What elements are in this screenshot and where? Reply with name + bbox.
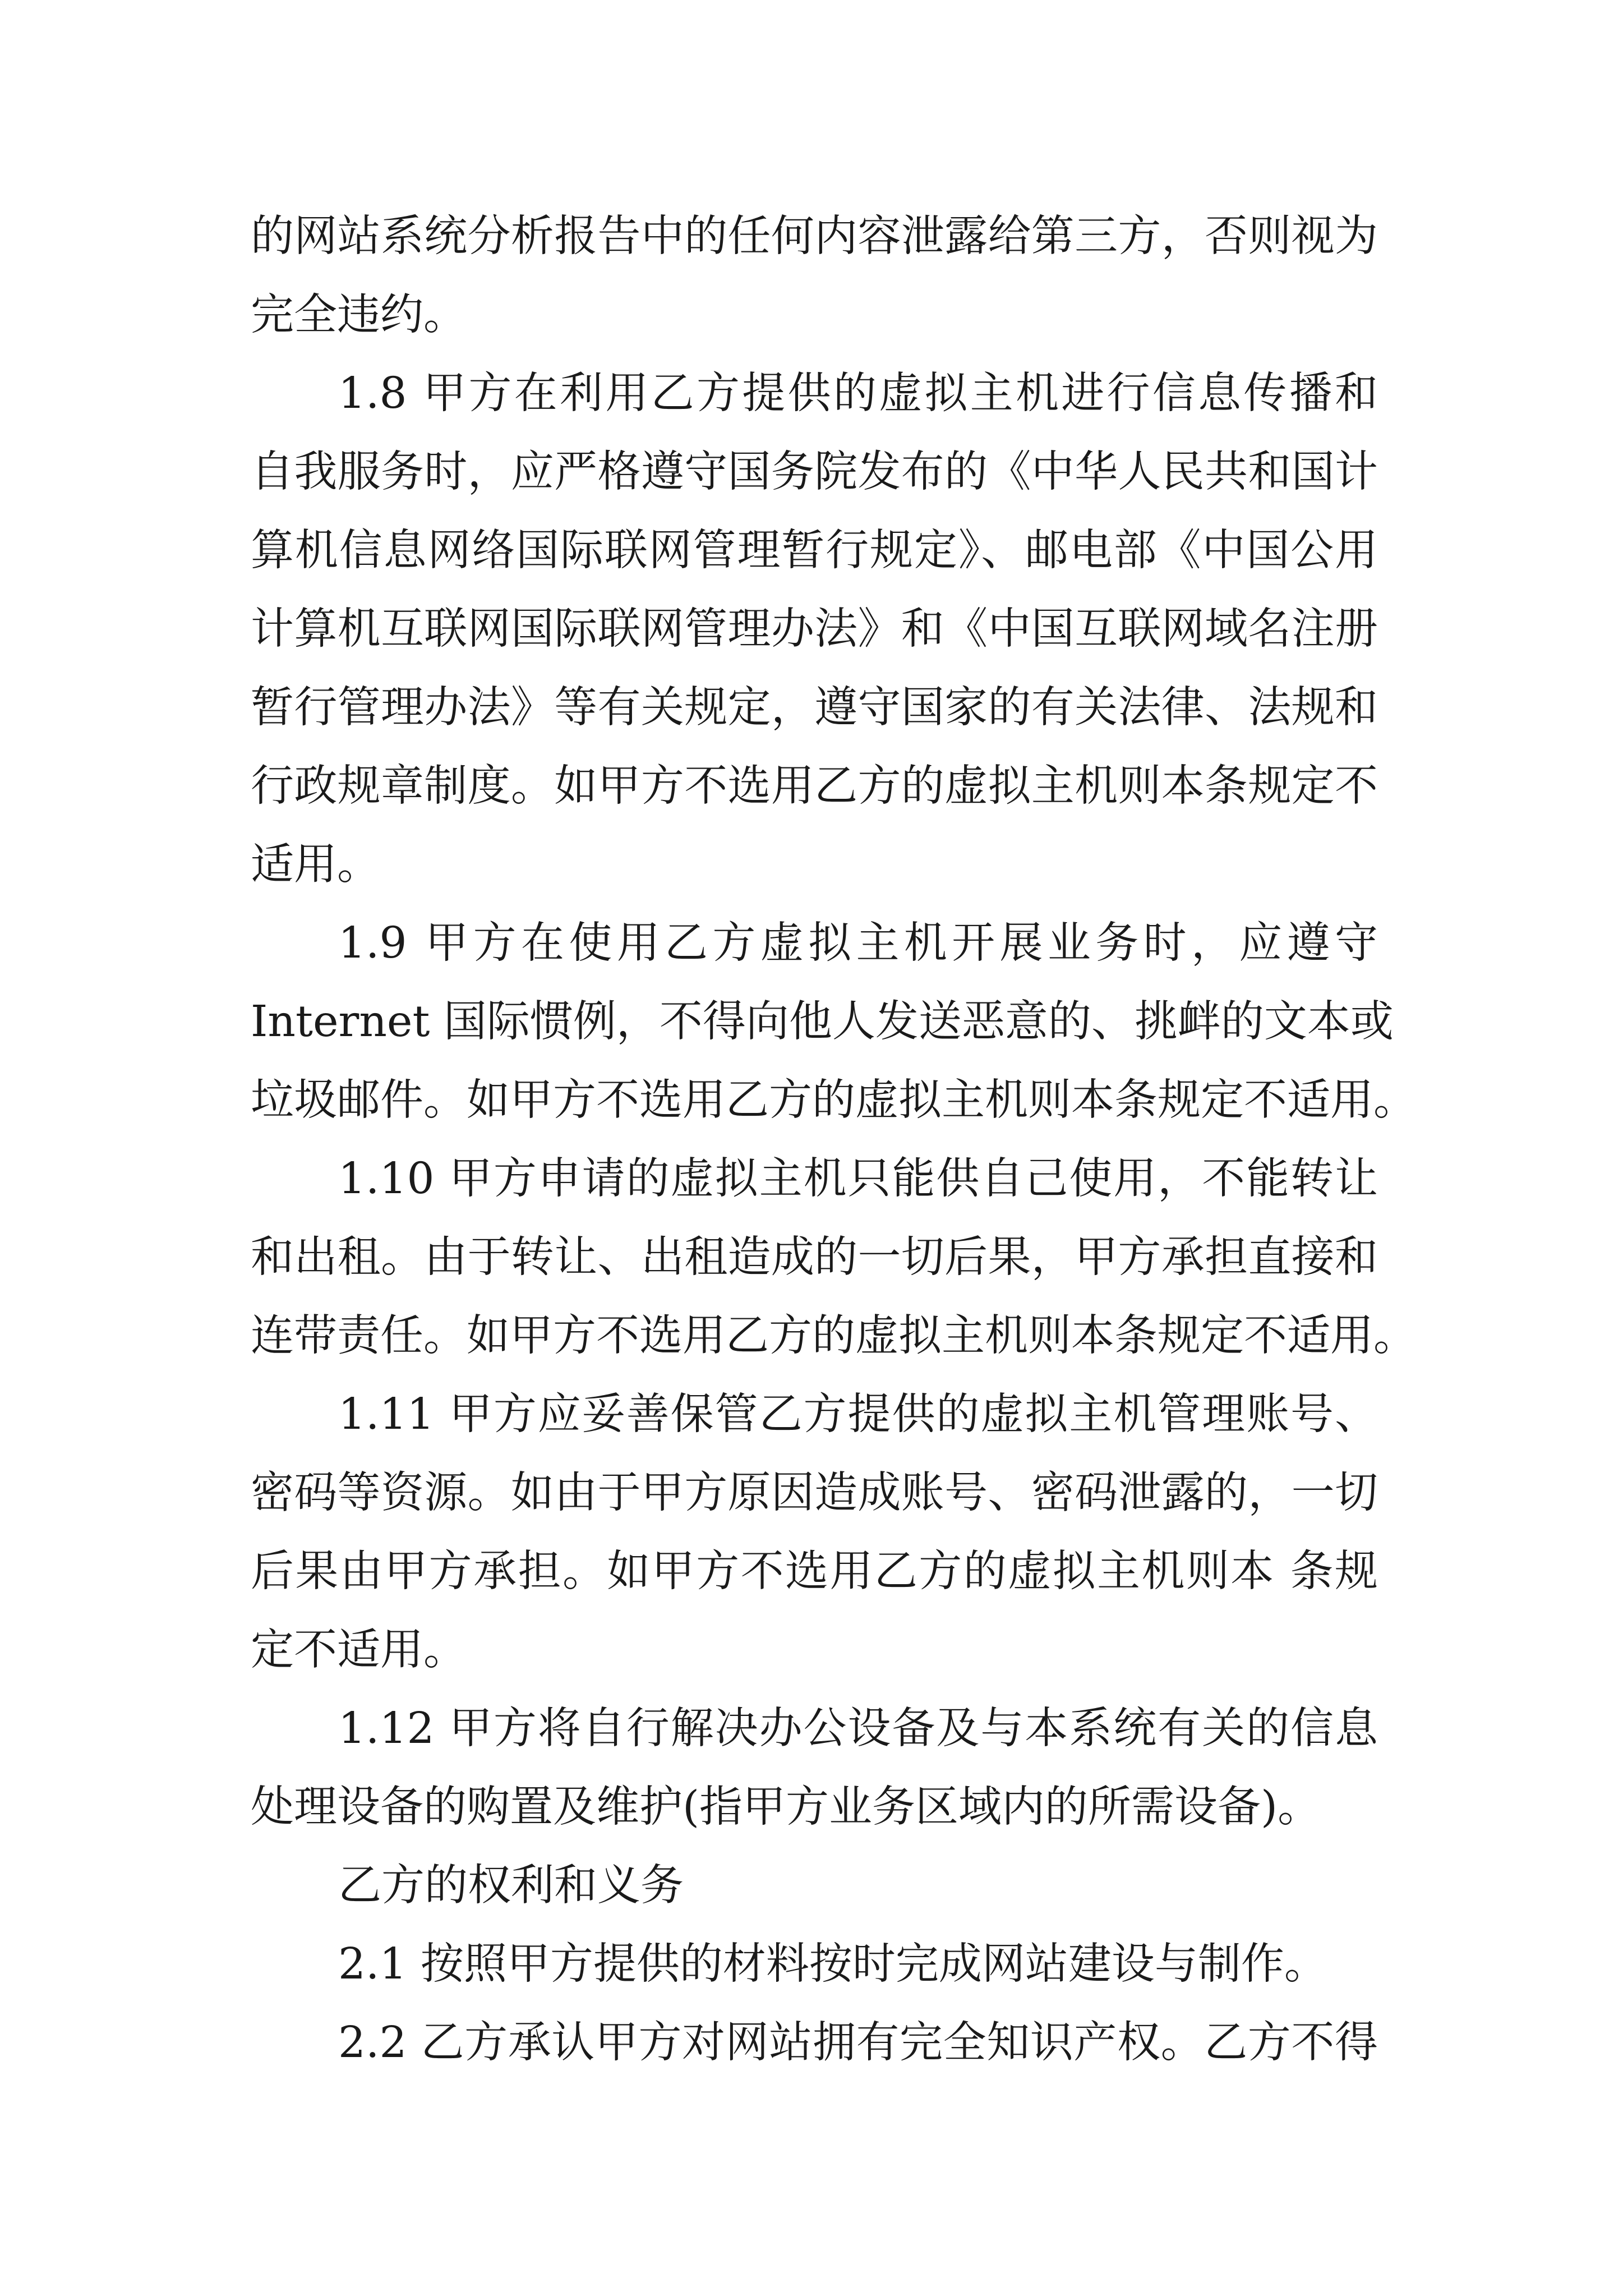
paragraph-1-12-start: 1.12 甲方将自行解决办公设备及与本系统有关的信息 xyxy=(338,1704,1378,1754)
text-line: 行政规章制度。如甲方不选用乙方的虚拟主机则本条规定不 xyxy=(251,761,1378,811)
text-line: 定不适用。 xyxy=(251,1625,467,1675)
paragraph-1-8-start: 1.8 甲方在利用乙方提供的虚拟主机进行信息传播和 xyxy=(338,369,1378,418)
text-line: 计算机互联网国际联网管理办法》和《中国互联网域名注册 xyxy=(251,604,1378,654)
text-line: Internet 国际惯例，不得向他人发送恶意的、挑衅的文本或 xyxy=(251,997,1394,1047)
text-line: 暂行管理办法》等有关规定，遵守国家的有关法律、法规和 xyxy=(251,683,1378,733)
text-line: 完全违约。 xyxy=(251,290,467,340)
text-line: 的网站系统分析报告中的任何内容泄露给第三方，否则视为 xyxy=(251,211,1378,261)
paragraph-1-9-start: 1.9 甲方在使用乙方虚拟主机开展业务时，应遵守 xyxy=(338,918,1378,968)
text-line: 密码等资源。如由于甲方原因造成账号、密码泄露的，一切 xyxy=(251,1468,1378,1518)
paragraph-1-11-start: 1.11 甲方应妥善保管乙方提供的虚拟主机管理账号、 xyxy=(338,1389,1378,1439)
text-line: 自我服务时，应严格遵守国务院发布的《中华人民共和国计 xyxy=(251,447,1378,497)
text-line: 垃圾邮件。如甲方不选用乙方的虚拟主机则本条规定不适用。 xyxy=(251,1075,1417,1125)
paragraph-1-10-start: 1.10 甲方申请的虚拟主机只能供自己使用，不能转让 xyxy=(338,1154,1378,1204)
text-line: 后果由甲方承担。如甲方不选用乙方的虚拟主机则本 条规 xyxy=(251,1547,1378,1596)
text-line: 算机信息网络国际联网管理暂行规定》、邮电部《中国公用 xyxy=(251,526,1378,576)
text-line: 处理设备的购置及维护(指甲方业务区域内的所需设备)。 xyxy=(251,1782,1321,1832)
section-heading: 乙方的权利和义务 xyxy=(338,1861,684,1911)
text-line: 连带责任。如甲方不选用乙方的虚拟主机则本条规定不适用。 xyxy=(251,1311,1417,1361)
text-line: 适用。 xyxy=(251,840,380,890)
paragraph-2-1: 2.1 按照甲方提供的材料按时完成网站建设与制作。 xyxy=(338,1939,1327,1989)
text-line: 和出租。由于转让、出租造成的一切后果，甲方承担直接和 xyxy=(251,1232,1378,1282)
paragraph-2-2-start: 2.2 乙方承认甲方对网站拥有完全知识产权。乙方不得 xyxy=(338,2018,1378,2068)
